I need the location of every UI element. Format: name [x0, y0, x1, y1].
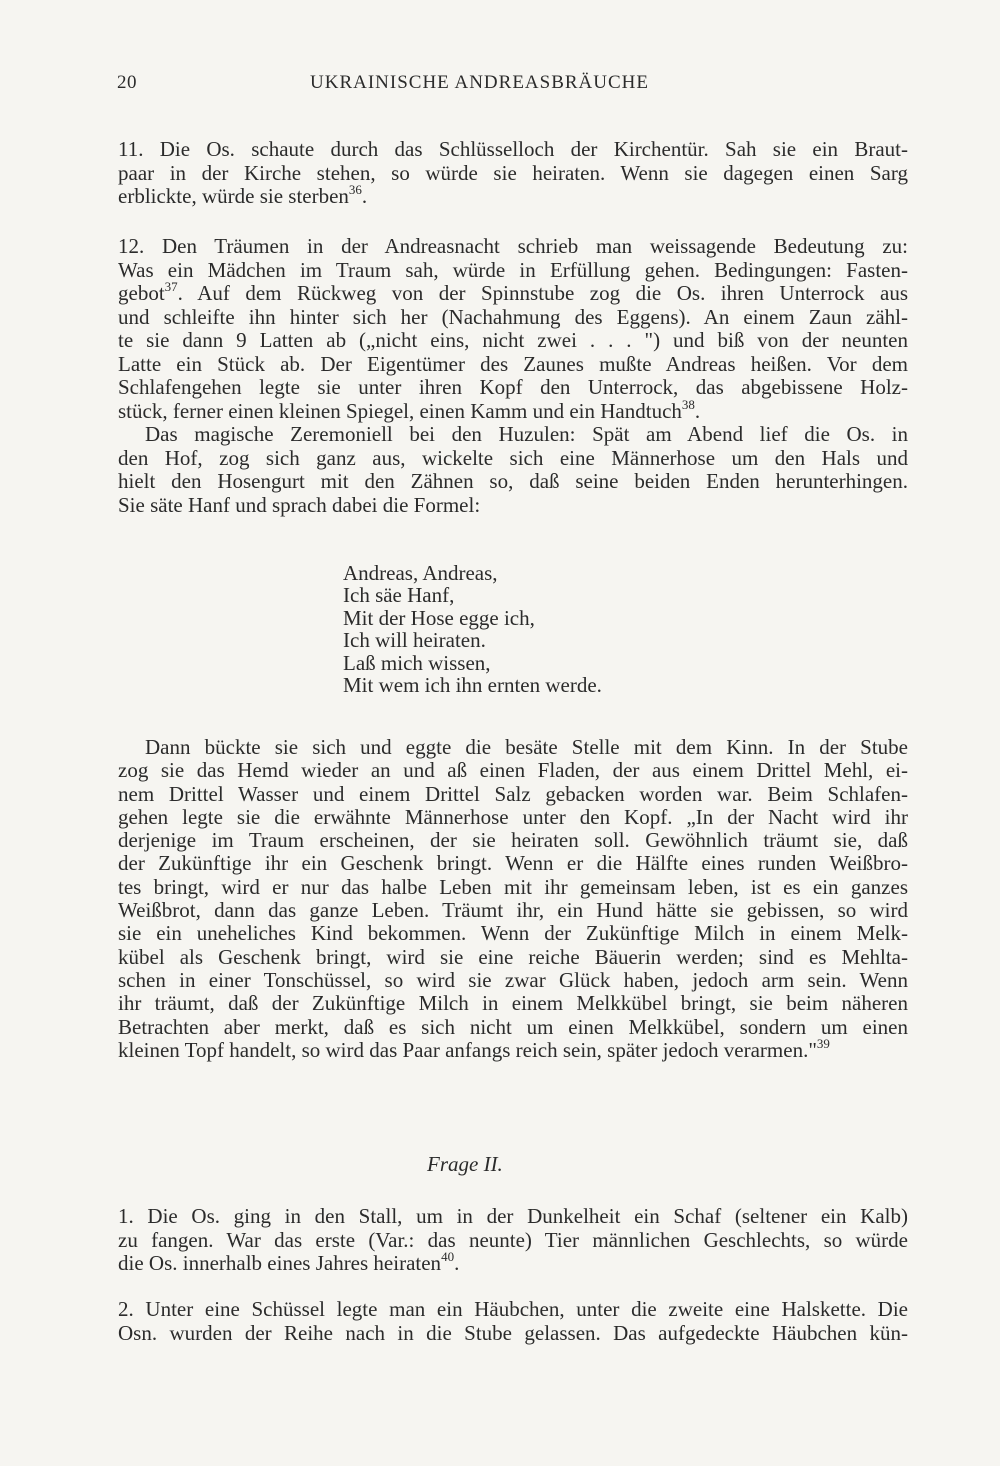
footnote-ref: 40 [441, 1249, 455, 1264]
paragraph-11 [118, 138, 908, 209]
text-line [118, 396, 908, 424]
text-line: Dann bückte sie sich und eggte die besäte Stelle mit dem Kinn. In der Stube [145, 735, 908, 759]
paragraph-frage-2-item-2 [118, 1298, 908, 1345]
text-fragment: . [361, 184, 368, 208]
text-line: gehen legte sie die erwähnte Männerhose unter den Kopf. „In der Nacht wird ihr [118, 804, 908, 829]
text-line: paar in der Kirche stehen, so würde sie heiraten. Wenn sie dagegen einen Sarg [118, 160, 908, 185]
text-line: 2. Unter eine Schüssel legte man ein Häubchen, unter die zweite eine Halskette. Die [118, 1297, 908, 1321]
text-line: schen in einer Tonschüssel, so wird sie zwar Glück haben, jedoch arm sein. Wenn [118, 967, 908, 992]
text-line: tes bringt, wird er nur das halbe Leben mit ihr gemeinsam leben, ist es ein ganzes [118, 874, 908, 899]
paragraph-dream [118, 736, 908, 1062]
footnote-ref: 39 [816, 1035, 830, 1051]
text-fragment: stück, ferner einen kleinen Spiegel, einen Kamm und ein Handtuch [118, 398, 682, 423]
verse-formula [343, 562, 602, 696]
footnote-ref: 38 [681, 396, 695, 412]
text-line: zu fangen. War das erste (Var.: das neunte) Tier männlichen Geschlechts, so würde [118, 1227, 908, 1252]
text-line [118, 182, 908, 209]
text-line: Schlafengehen legte sie unter ihren Kopf den Unterrock, das abgebissene Holz- [118, 375, 908, 399]
text-line: 12. Den Träumen in der Andreasnacht schrieb man weissagende Bedeutung zu: [118, 234, 908, 258]
running-title: UKRAINISCHE ANDREASBRÄUCHE [310, 72, 649, 93]
verse-line: Ich säe Hanf, [343, 583, 455, 608]
text-fragment: erblickte, würde sie sterben [118, 184, 349, 208]
verse-line: Laß mich wissen, [343, 650, 491, 675]
footnote-ref: 37 [164, 279, 178, 294]
text-line: Osn. wurden der Reihe nach in die Stube gelassen. Das aufgedeckte Häubchen kün- [118, 1320, 908, 1345]
text-line: zog sie das Hemd wieder an und aß einen Fladen, der aus einem Drittel Mehl, ei- [118, 758, 908, 783]
text-line: und schleifte ihn hinter sich her (Nachahmung des Eggens). An einem Zaun zähl- [118, 304, 908, 329]
text-line: ihr träumt, daß der Zukünftige Milch in einem Melkkübel bringt, sie beim näheren [118, 991, 908, 1016]
text-line: sie ein uneheliches Kind bekommen. Wenn der Zukünftige Milch in einem Melk- [118, 921, 908, 946]
paragraph-12 [118, 235, 908, 423]
text-line: Weißbrot, dann das ganze Leben. Träumt ihr, ein Hund hätte sie gebissen, so wird [118, 898, 908, 923]
text-line: hielt den Hosengurt mit den Zähnen so, daß seine beiden Enden herunterhingen. [118, 469, 908, 493]
text-fragment: die Os. innerhalb eines Jahres heiraten [118, 1251, 442, 1275]
text-line: der Zukünftige ihr ein Geschenk bringt. Wenn er die Hälfte eines runden Weißbro- [118, 851, 908, 876]
text-line: 11. Die Os. schaute durch das Schlüsselloch der Kirchentür. Sah sie ein Braut- [118, 137, 908, 161]
verse-line: Mit der Hose egge ich, [343, 605, 535, 630]
text-line [118, 1249, 908, 1276]
text-line: kübel als Geschenk bringt, wird sie eine reiche Bäuerin werden; sind es Mehlta- [118, 944, 908, 969]
text-line: den Hof, zog sich ganz aus, wickelte sich eine Männerhose um den Hals und [118, 445, 908, 470]
text-line: Das magische Zeremoniell bei den Huzulen: Spät am Abend lief die Os. in [145, 422, 908, 446]
text-fragment: gebot [118, 281, 165, 305]
text-fragment: . [454, 1251, 460, 1275]
paragraph-frage-2-item-1 [118, 1205, 908, 1276]
text-fragment: . Auf dem Rückweg von der Spinnstube zog die Os. ihren Unterrock aus [177, 281, 908, 305]
verse-line: Mit wem ich ihn ernten werde. [343, 673, 602, 698]
text-line: nem Drittel Wasser und einem Drittel Salz gebacken worden war. Beim Schlafen- [118, 781, 908, 806]
text-line: Betrachten aber merkt, daß es sich nicht um einen Melkkübel, sondern um einen [118, 1014, 908, 1039]
footnote-ref: 36 [348, 182, 362, 197]
text-fragment: kleinen Topf handelt, so wird das Paar anfangs reich sein, später jedoch verarmen." [118, 1037, 817, 1062]
section-heading: Frage II. [427, 1152, 503, 1176]
page-number: 20 [117, 72, 137, 93]
text-line: derjenige im Traum erscheinen, der sie heiraten soll. Gewöhnlich träumt sie, daß [118, 828, 908, 853]
text-line: Sie säte Hanf und sprach dabei die Formel: [118, 492, 481, 517]
text-line: Latte ein Stück ab. Der Eigentümer des Zaunes mußte Andreas heißen. Vor dem [118, 351, 908, 376]
verse-line: Ich will heiraten. [343, 628, 486, 653]
verse-line: Andreas, Andreas, [343, 561, 498, 585]
text-fragment: . [694, 398, 701, 423]
text-line: te sie dann 9 Latten ab („nicht eins, nicht zwei . . . ") und biß von der neunten [118, 328, 908, 352]
text-line: Was ein Mädchen im Traum sah, würde in Erfüllung gehen. Bedingungen: Fasten- [118, 257, 908, 282]
text-line: 1. Die Os. ging in den Stall, um in der Dunkelheit ein Schaf (seltener ein Kalb) [118, 1204, 908, 1228]
paragraph-huzulen [118, 423, 908, 517]
text-line [118, 279, 908, 306]
text-line [118, 1035, 908, 1062]
